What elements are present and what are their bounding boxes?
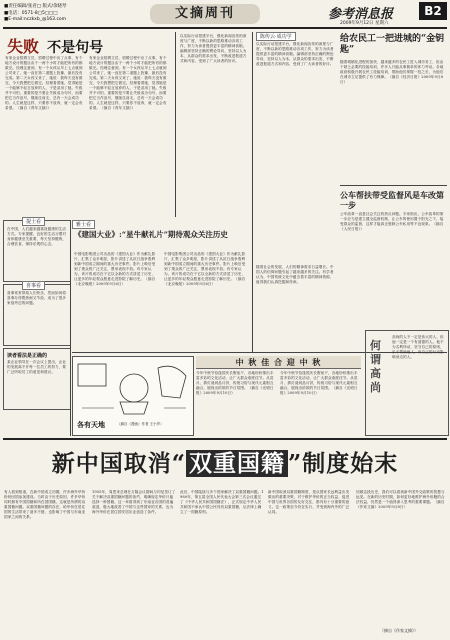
sidebar-box-1-title: 提士看 — [22, 217, 45, 226]
article-founding-body-2: 中国电影集团公司出品的《建国大业》作为献礼影片，汇集了众多明星，影片讲述了从抗日战争胜利到新中国成立期间的重大历史事件。影片上映后受到了观众的广泛关注，票房表现不俗。有专家认为，该片的成功在于它以全新的方式讲述了历史，让更多的年轻观众愿意走进影院了解历史。（摘自《北京晚报》2009年9月6日） — [164, 252, 246, 286]
main-article-col-3: 此后，中国陆续与多个国家解决了双重国籍问题。1980年，第五届全国人民代表大会第三次会议通过了《中华人民共和国国籍法》，正式规定中华人民共和国不承认中国公民具有双重国籍，从法律上确立了一国籍原则。 — [180, 490, 264, 514]
sidebar-box-3 — [3, 348, 71, 410]
mid-autumn-article — [196, 356, 361, 434]
golden-key-body: 随着城镇化进程的加快，越来越多的农民工进入城市务工，但由于缺乏必要的技能培训，许多人只能从事简单的体力劳动。各地政府积极开展农民工技能培训，帮助他们掌握一技之长，为他们在城市立足提供了有力保障。（摘自《经济日报》2009年9月8日） — [340, 60, 444, 84]
right-article-car-reform — [340, 190, 447, 320]
right-article-golden-key — [340, 32, 447, 132]
article-failure-body-cont: 有家企业招聘文员，招聘过程中出了点事，有个地方设计的题目由于一两个小时才能把所有的都做完。经理注意到，有一个女孩从早上七点就到公司来了，她一直在第二道题上犹豫，最后没有完成。第二天女孩又来了，她说：我昨天没有做完，今天我想把它做完。经理看着她，觉得她是一个能够不轻言放弃的人，于是录用了她。失败并不可怕，重要的是不要让失败成为句号，而要把它当作逗号，继续往前走，总有一天会成功的。人生就是这样，只要你不放弃，就一定会有希望。（摘自《青年文摘》） — [89, 56, 167, 110]
page-code: B2 — [419, 2, 447, 20]
section-title: 文摘周刊 — [150, 4, 260, 24]
masthead — [0, 0, 450, 28]
header-info-line-2: ■电话：0571-8□5□□□ — [4, 11, 58, 16]
sidebar-box-1 — [3, 220, 71, 282]
article-failure — [3, 32, 173, 217]
main-article-col-1: 有人看到报道，在新中国成立初期，许多海外华侨纷纷回国参加建设。当时由于历史原因，许多华侨同时拥有中国国籍和所在国国籍，这就是所谓的双重国籍问题。双重国籍问题的存在，给华侨在居住国的生活带来了诸多不便，也影响了中国与东南亚国家之间的关系。 — [4, 490, 86, 519]
box-noble-title: 何谓高尚 — [370, 339, 381, 394]
newspaper-name: 参考消息报 — [328, 7, 394, 22]
article-belief-body: 随着社会的发展，人们的精神需求日益增长。中国人的信仰问题引起了越来越多的关注。有学者认为，中国传统文化中蕴含着丰富的精神资源，值得我们认真挖掘和传承。 — [256, 265, 334, 284]
sidebar-box-1-body: 在中国，人们越来越重视健康的生活方式。专家提醒，良好的生活习惯对身体健康至关重要，每天坚持锻炼，合理饮食，保持乐观的心态。 — [7, 227, 67, 246]
right-column-a — [256, 32, 336, 262]
article-failure-title-a: 失败 — [7, 37, 40, 56]
box-noble — [365, 330, 449, 436]
main-article-col-5: 回顾这段历史，我们可以看到新中国外交政策的智慧与远见。在新的历史时期，如何更好地维护海外侨胞的合法权益，仍然是一个值得深入思考的重要课题。（摘自《作家文摘》2009年9月8日） — [356, 490, 445, 509]
sidebar-box-2-body: 喜事常常带给人们快乐，然而如何将喜事办得既热闹又节俭，成为了很多家庭考虑的问题。 — [7, 291, 67, 305]
sidebar-box-2 — [3, 284, 71, 346]
main-article-col-2: 1955年，周恩来总理在万隆会议期间与印尼签订了关于解决双重国籍问题的条约，明确规定华侨只能选择一种国籍。这一举措得到了东南亚各国的普遍欢迎，极大地改善了中国与这些国家的关系，也为海外华侨在居住国安居乐业创造了条件。 — [92, 490, 176, 514]
mid-autumn-body-2: 今年中秋节恰逢国庆长假前夕，各地纷纷推出丰富多彩的文化活动，让广大群众欢度佳节。从赏月、猜灯谜到品月饼，传统习俗与现代元素相互融合，展现出浓浓的节日氛围。（摘自《光明日报》2009年9月10日） — [280, 371, 358, 395]
header-rule — [3, 27, 447, 29]
date-line: 2009年9月12日 星期六 — [340, 21, 389, 26]
right-col-a-body: 以实际行动搭建平台，强化新闻宣传的深度与广度，不断以新的思路推动各项工作，努力为读者提供更丰富的精神食粮。编辑部坚持正确的舆论导向，坚持以人为本，从群众的需求出发，不断改进报道方式和内容，受到了广大读者的好评。 — [256, 42, 334, 66]
cartoon-source: （摘自《漫画》作者 王小亭） — [117, 422, 164, 426]
car-reform-body: 公车改革一直是社会关注的热点问题。专家指出，公车改革的第一步应当是建立健全监督机制，让公车的使用置于阳光之下，接受群众的监督，这样才能真正遏制公车私用等不良现象。（摘自《人民日报》） — [340, 212, 444, 231]
header-info-line-3: ■E-mail:nczkxb_@163.com — [4, 17, 67, 22]
article-founding-body-1: 中国电影集团公司出品的《建国大业》作为献礼影片，汇集了众多明星，影片讲述了从抗日战争胜利到新中国成立期间的重大历史事件。影片上映后受到了观众的广泛关注，票房表现不俗。有专家认为，该片的成功在于它以全新的方式讲述了历史，让更多的年轻观众愿意走进影院了解历史。（摘自《北京晚报》2009年9月6日） — [74, 252, 156, 286]
car-reform-title: 公车帮扶带受监督风是车改第一步 — [340, 190, 444, 210]
header-info-line-1: ■责任编辑/张君□ 版式/余晓琴 — [4, 4, 67, 9]
divider-v-left-lower — [70, 220, 71, 436]
sidebar-box-2-title: 喜事看 — [22, 281, 45, 290]
main-headline-emphasis: 双重国籍 — [186, 450, 288, 477]
sidebar-box-3-body: 某企业领导在一次会议上提出，企业的发展离不开每一位员工的努力，要广泛听取员工的意见和建议。 — [7, 360, 67, 374]
article-founding-tag: 雅士看 — [72, 220, 95, 229]
article-founding-title: 《建国大业》:“星牛献礼片”期待观众关注历史 — [74, 230, 228, 239]
main-article-col-4: 新中国取消双重国籍制度，是从国家长远利益出发做出的重要决策，对于维护华侨的正当权益、促进中国与世界各国的友好交往，都具有十分重要的意义。这一政策至今仍在实行，并受到海内外的广泛认同。 — [268, 490, 350, 514]
mid-autumn-banner: 中 秋 佳 合 迎 中 秋 — [196, 356, 361, 369]
cartoon-caption: 各有天地 — [77, 421, 105, 429]
article-belief — [256, 265, 336, 350]
main-headline-post: ”制度始末 — [288, 450, 399, 477]
right-col-a-tag: 陈传云·成功学 — [256, 32, 296, 41]
main-article-byline: （摘自《作家文摘》） — [380, 628, 418, 633]
box-noble-body: 高尚的人不一定是伟大的人，但他一定是一个有道德的人。他不为名利所动，坚守自己的原则，乐于帮助他人，用自己的行动影响身边的人。 — [392, 335, 444, 359]
cartoon-panel — [72, 356, 194, 436]
golden-key-title: 给农民工一把进城的“金钥匙” — [340, 34, 445, 55]
divider-h-right-mid — [340, 185, 447, 186]
article-middle-top: 以实际行动搭建平台，强化新闻宣传的深度与广度，不断以新的思路推动各项工作，努力为读者提供更丰富的精神食粮。编辑部坚持正确的舆论导向，坚持以人为本，从群众的需求出发，不断改进报道方式和内容，受到了广大读者的好评。 — [180, 34, 247, 63]
divider-v-mid — [252, 32, 253, 352]
article-failure-title-b: 不是句号 — [47, 40, 104, 56]
article-founding — [72, 220, 250, 350]
divider-v-top-left — [175, 32, 176, 217]
main-headline — [3, 444, 447, 484]
divider-h-lower — [3, 438, 447, 440]
sidebar-box-3-title: 读者看法是正确的 — [7, 353, 48, 359]
cartoon-illustration — [74, 358, 192, 418]
main-headline-pre: 新中国取消“ — [51, 450, 186, 477]
article-failure-body: 有家企业招聘文员，招聘过程中出了点事，有个地方设计的题目由于一两个小时才能把所有的都做完。经理注意到，有一个女孩从早上七点就到公司来了，她一直在第二道题上犹豫，最后没有完成。第二天女孩又来了，她说：我昨天没有做完，今天我想把它做完。经理看着她，觉得她是一个能够不轻言放弃的人，于是录用了她。失败并不可怕，重要的是不要让失败成为句号，而要把它当作逗号，继续往前走，总有一天会成功的。人生就是这样，只要你不放弃，就一定会有希望。（摘自《青年文摘》） — [5, 56, 83, 110]
mid-autumn-body-1: 今年中秋节恰逢国庆长假前夕，各地纷纷推出丰富多彩的文化活动，让广大群众欢度佳节。从赏月、猜灯谜到品月饼，传统习俗与现代元素相互融合，展现出浓浓的节日氛围。（摘自《光明日报》2009年9月10日） — [196, 371, 274, 395]
